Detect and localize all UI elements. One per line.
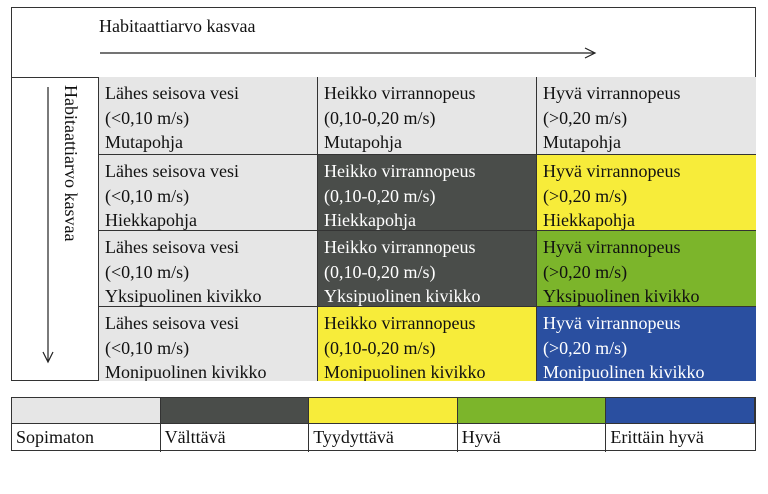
cell-text-line: Mutapohja xyxy=(105,132,183,152)
top-axis-label: Habitaattiarvo kasvaa xyxy=(99,16,256,36)
cell-text-line: Yksipuolinen kivikko xyxy=(543,286,700,306)
legend-swatch-valttava xyxy=(161,398,310,424)
cell-text-line: Monipuolinen kivikko xyxy=(324,362,486,381)
habitat-cell xyxy=(537,231,756,307)
cell-text-line: Monipuolinen kivikko xyxy=(105,362,267,381)
cell-text-line: Heikko virrannopeus xyxy=(324,161,476,181)
habitat-cell xyxy=(99,77,318,155)
habitat-cell xyxy=(99,307,318,381)
cell-text-line: Lähes seisova vesi xyxy=(105,161,239,181)
cell-text-line: (<0,10 m/s) xyxy=(105,337,190,358)
cell-text-line: Hiekkapohja xyxy=(105,210,197,230)
legend-label-sopimaton: Sopimaton xyxy=(12,424,161,452)
habitat-matrix-frame xyxy=(11,7,756,381)
habitat-cell xyxy=(318,231,537,307)
cell-text-line: Hyvä virrannopeus xyxy=(543,83,681,103)
cell-text-line: Hiekkapohja xyxy=(324,210,416,230)
top-header xyxy=(12,8,755,78)
cell-text-line: (<0,10 m/s) xyxy=(105,185,190,206)
legend-swatch-sopimaton xyxy=(12,398,161,424)
cell-text-line: Hyvä virrannopeus xyxy=(543,161,681,181)
cell-text-line: Heikko virrannopeus xyxy=(324,313,476,333)
cell-text-line: (0,10-0,20 m/s) xyxy=(324,261,436,282)
habitat-cell xyxy=(318,77,537,155)
cell-text-line: (0,10-0,20 m/s) xyxy=(324,337,436,358)
habitat-cell xyxy=(318,307,537,381)
legend-swatch-hyva xyxy=(458,398,607,424)
cell-text-line: (>0,20 m/s) xyxy=(543,261,628,282)
legend-label-tyydyttava: Tyydyttävä xyxy=(309,424,458,452)
side-axis-label: Habitaattiarvo kasvaa xyxy=(61,85,81,242)
cell-text-line: (>0,20 m/s) xyxy=(543,185,628,206)
cell-text-line: Yksipuolinen kivikko xyxy=(105,286,262,306)
legend-label-erittain_hyva: Erittäin hyvä xyxy=(610,427,704,447)
legend-label-valttava: Välttävä xyxy=(161,424,310,452)
habitat-cell xyxy=(537,307,756,381)
rating-legend xyxy=(11,397,756,451)
cell-text-line: Hyvä virrannopeus xyxy=(543,313,681,333)
cell-text-line: Hyvä virrannopeus xyxy=(543,237,681,257)
cell-text-line: Hiekkapohja xyxy=(543,210,635,230)
side-header xyxy=(12,77,99,381)
cell-text-line: (0,10-0,20 m/s) xyxy=(324,107,436,128)
habitat-cell xyxy=(537,77,756,155)
legend-swatch-tyydyttava xyxy=(309,398,458,424)
cell-text-line: (<0,10 m/s) xyxy=(105,261,190,282)
cell-text-line: Mutapohja xyxy=(543,132,621,152)
cell-text-line: Heikko virrannopeus xyxy=(324,237,476,257)
cell-text-line: (>0,20 m/s) xyxy=(543,107,628,128)
habitat-cell xyxy=(318,155,537,231)
cell-text-line: Lähes seisova vesi xyxy=(105,313,239,333)
cell-text-line: (0,10-0,20 m/s) xyxy=(324,185,436,206)
habitat-cell xyxy=(537,155,756,231)
cell-text-line: Lähes seisova vesi xyxy=(105,83,239,103)
cell-text-line: Monipuolinen kivikko xyxy=(543,362,705,381)
legend-swatch-erittain_hyva xyxy=(606,398,755,424)
cell-text-line: Mutapohja xyxy=(324,132,402,152)
legend-label-hyva: Hyvä xyxy=(458,424,607,452)
down-arrow-icon xyxy=(41,87,55,367)
habitat-grid xyxy=(99,77,756,381)
right-arrow-icon xyxy=(100,46,600,60)
cell-text-line: Yksipuolinen kivikko xyxy=(324,286,481,306)
habitat-cell xyxy=(99,155,318,231)
cell-text-line: (<0,10 m/s) xyxy=(105,107,190,128)
habitat-cell xyxy=(99,231,318,307)
cell-text-line: Heikko virrannopeus xyxy=(324,83,476,103)
cell-text-line: (>0,20 m/s) xyxy=(543,337,628,358)
cell-text-line: Lähes seisova vesi xyxy=(105,237,239,257)
